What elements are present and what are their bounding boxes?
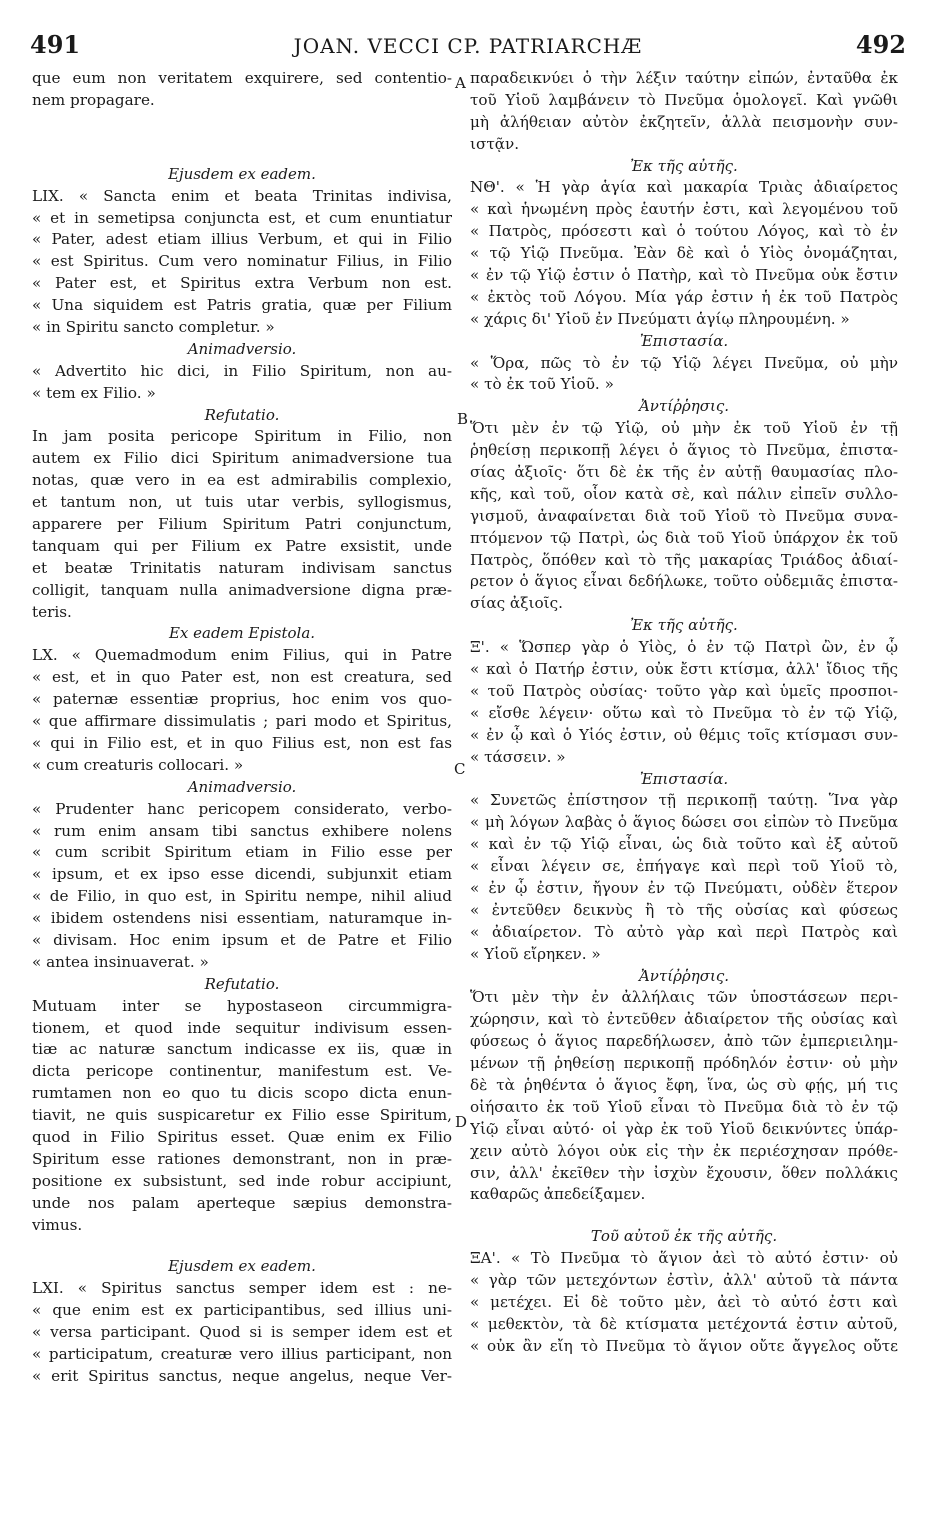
page-header (30, 30, 906, 70)
text-line: « καὶ ἡνωμένη πρὸς ἑαυτήν ἐστι, καὶ λεγομένου τοῦ (470, 200, 898, 219)
text-line: Ὅτι μὲν τὴν ἐν ἀλλήλαις τῶν ὑποστάσεων περι- (470, 988, 898, 1007)
latin-column (32, 68, 452, 1388)
text-line: Ὅτι μὲν ἐν τῷ Υἱῷ, οὐ μὴν ἐκ τοῦ Υἱοῦ ἐν τῇ (470, 419, 898, 438)
section-heading: Ἐκ τῆς αὐτῆς. (630, 156, 738, 175)
text-line: tanquam qui per Filium ex Patre exsistit, unde (32, 536, 452, 555)
text-line: Πατρὸς, ὅπόθεν καὶ τὸ τῆς μακαρίας Τριάδος ἀδιαί- (470, 550, 898, 569)
text-line: dicta pericope continentur, manifestum est. Ve- (32, 1062, 452, 1081)
margin-letter-a: A (455, 74, 466, 92)
text-line: « erit Spiritus sanctus, neque angelus, neque Ver- (32, 1366, 452, 1385)
text-line: « rum enim ansam tibi sanctus exhibere nolens (32, 821, 452, 840)
section-heading: Ejusdem ex eadem. (168, 1257, 316, 1276)
text-line: « μὴ λόγων λαβὰς ὁ ἅγιος δώσει σοι εἰπὼν τὸ Πνεῦμα (470, 813, 898, 832)
text-line: « participatum, creaturæ vero illius participant, non (32, 1344, 452, 1363)
text-line: χώρησιν, καὶ τὸ ἐντεῦθεν ἀδιαίρετον τῆς οὐσίας καὶ (470, 1010, 898, 1029)
text-line: « Πατρὸς, πρόσεστι καὶ ὁ τούτου Λόγος, καὶ τὸ ἐν (470, 222, 898, 241)
text-line: « εἴσθε λέγειν· οὕτω καὶ τὸ Πνεῦμα τὸ ἐν τῷ Υἱῷ, (470, 703, 898, 722)
text-line: vimus. (32, 1215, 83, 1234)
text-line: σιν, ἀλλ' ἐκεῖθεν τὴν ἰσχὺν ἔχουσιν, ὅθεν πολλάκις (470, 1163, 898, 1182)
text-line: πτόμενον τῷ Πατρὶ, ὡς διὰ τοῦ Υἱοῦ ὑπάρχον ἐκ τοῦ (470, 528, 898, 547)
text-line: « que affirmare dissimulatis ; pari modo et Spiritus, (32, 712, 452, 731)
text-line: « paternæ essentiæ proprius, hoc enim vos quo- (32, 690, 452, 709)
text-line: σίας ἀξιοῖς. (470, 594, 563, 613)
text-line: παραδεικνύει ὁ τὴν λέξιν ταύτην εἰπών, ἐνταῦθα ἐκ (470, 69, 898, 87)
text-line: « ἐν τῷ Υἱῷ ἐστιν ὁ Πατὴρ, καὶ τὸ Πνεῦμα οὐκ ἔστιν (470, 266, 898, 285)
text-line: Spiritum esse rationes demonstrant, non in præ- (32, 1149, 452, 1168)
text-line: γισμοῦ, ἀναφαίνεται διὰ τοῦ Υἱοῦ τὸ Πνεῦμα συνα- (470, 506, 898, 525)
margin-letter-b: B (457, 410, 469, 428)
text-line: ῥηθείσῃ περικοπῇ λέγει ὁ ἅγιος τὸ Πνεῦμα, ἐπιστα- (470, 441, 898, 460)
section-heading: Ἀντίῤῥησις. (638, 397, 730, 416)
text-line: « Pater est, et Spiritus extra Verbum non est. (32, 274, 452, 293)
text-line: « Υἱοῦ εἴρηκεν. » (470, 944, 601, 963)
text-line: « Pater, adest etiam illius Verbum, et qui in Filio (32, 230, 452, 249)
text-line: « de Filio, in quo est, in Spiritu nempe, nihil aliud (32, 887, 452, 906)
section-heading: Ἐκ τῆς αὐτῆς. (630, 616, 738, 635)
text-line: rumtamen non eo quo tu dicis scopo dicta enun- (32, 1084, 452, 1103)
text-line: χειν αὐτὸ λόγοι οὐκ εἰς τὴν ἐκ περιέσχησαν πρόθε- (470, 1141, 898, 1160)
section-heading: Ex eadem Epistola. (168, 624, 316, 643)
margin-letter-d: D (455, 1113, 468, 1131)
text-line: « versa participant. Quod si is semper idem est et (32, 1323, 452, 1342)
text-line: « in Spiritu sancto completur. » (32, 318, 275, 337)
text-line: et tantum non, ut tuis utar verbis, syllogismus, (32, 493, 452, 512)
text-line: « Prudenter hanc pericopem considerato, verbo- (32, 799, 452, 818)
section-heading: Animadversio. (187, 777, 297, 796)
text-line: καθαρῶς ἀπεδείξαμεν. (470, 1185, 646, 1204)
text-line: « antea insinuaverat. » (32, 952, 209, 971)
text-line: « ipsum, et ex ipso esse dicendi, subjunxit etiam (32, 865, 452, 884)
text-line: « οὐκ ἂν εἴη τὸ Πνεῦμα τὸ ἅγιον οὔτε ἄγγελος οὔτε (470, 1336, 898, 1355)
text-line: « γὰρ τῶν μετεχόντων ἐστὶν, ἀλλ' αὐτοῦ τὰ πάντα (470, 1271, 898, 1290)
text-line: « est Spiritus. Cum vero nominatur Filius, in Filio (32, 252, 452, 271)
section-heading: Ἐπιστασία. (639, 331, 729, 350)
text-line: LX. « Quemadmodum enim Filius, qui in Patre (32, 646, 452, 665)
section-heading: Refutatio. (204, 405, 280, 424)
text-line: LXI. « Spiritus sanctus semper idem est : ne- (32, 1279, 452, 1298)
text-line: « ἀδιαίρετον. Τὸ αὐτὸ γὰρ καὶ περὶ Πατρὸς καὶ (470, 922, 898, 941)
text-line: « ἐν ᾧ καὶ ὁ Υἱός ἐστιν, οὐ θέμις τοῖς κτίσμασι συν- (470, 725, 898, 744)
text-line: « ἐντεῦθεν δεικνὺς ἢ τὸ τῆς οὐσίας καὶ φύσεως (470, 900, 898, 919)
text-line: notas, quæ vero in ea est admirabilis complexio, (32, 471, 452, 490)
text-line: ρετον ὁ ἅγιος εἶναι δεδήλωκε, τοῦτο οὐδεμιᾶς ἐπιστα- (470, 572, 898, 591)
text-line: φύσεως ὁ ἅγιος παρεδήλωσεν, ἀπὸ τῶν ἐμπεριειλημ- (470, 1032, 898, 1051)
text-line: tiæ ac naturæ sanctum indicasse ex iis, quæ in (32, 1040, 452, 1059)
text-line: « qui in Filio est, et in quo Filius est, non est fas (32, 733, 452, 752)
page-number-left: 491 (30, 30, 81, 59)
section-heading: Ἐπιστασία. (639, 769, 729, 788)
text-line: « que enim est ex participantibus, sed illius uni- (32, 1301, 452, 1320)
text-line: « divisam. Hoc enim ipsum et de Patre et Filio (32, 930, 452, 949)
text-line: unde nos palam aperteque sæpius demonstra- (32, 1193, 452, 1212)
text-line: « est, et in quo Pater est, non est creatura, sed (32, 668, 452, 687)
text-line: positione ex subsistunt, sed inde robur accipiunt, (32, 1171, 452, 1190)
text-line: Υἱῷ εἶναι αὐτό· οἱ γὰρ ἐκ τοῦ Υἱοῦ δεικνύντες ὑπάρ- (470, 1119, 898, 1138)
spacer (32, 1236, 452, 1256)
text-line: « Una siquidem est Patris gratia, quæ per Filium (32, 296, 452, 315)
spacer (470, 1206, 898, 1226)
text-line: ΝΘ'. « Ἡ γὰρ ἁγία καὶ μακαρία Τριὰς ἀδιαίρετος (470, 178, 898, 197)
text-line: « μεθεκτὸν, τὰ δὲ κτίσματα μετέχοντά ἐστιν αὐτοῦ, (470, 1314, 898, 1333)
text-line: « ἐν ᾧ ἐστιν, ἤγουν ἐν τῷ Πνεύματι, οὐδὲν ἕτερον (470, 878, 898, 897)
text-line: ΞΑ'. « Τὸ Πνεῦμα τὸ ἅγιον ἀεὶ τὸ αὐτό ἐστιν· οὐ (470, 1249, 898, 1268)
section-heading: Ejusdem ex eadem. (168, 164, 316, 183)
text-line: « τάσσειν. » (470, 747, 566, 766)
text-line: « tem ex Filio. » (32, 383, 156, 402)
text-line: ιστᾷν. (470, 134, 520, 153)
section-heading: Τοῦ αὐτοῦ ἐκ τῆς αὐτῆς. (590, 1227, 778, 1246)
section-heading: Animadversio. (187, 339, 297, 358)
text-line: μένων τῇ ῥηθείσῃ περικοπῇ πρόδηλόν ἐστιν· οὐ μὴν (470, 1054, 898, 1073)
text-line: σίας ἀξιοῖς· ὅτι δὲ ἐκ τῆς ἐν αὐτῇ θαυμασίας πλο- (470, 463, 898, 482)
text-line: apparere per Filium Spiritum Patri conjunctum, (32, 515, 452, 534)
text-line: In jam posita pericope Spiritum in Filio, non (32, 427, 452, 446)
text-line: colligit, tanquam nulla animadversione digna præ- (32, 580, 452, 599)
text-line: que eum non veritatem exquirere, sed contentio- (32, 69, 452, 87)
greek-column (470, 68, 898, 1358)
margin-letter-c: C (454, 760, 466, 778)
page-number-right: 492 (855, 30, 906, 59)
text-line: οἰήσαιτο ἐκ τοῦ Υἱοῦ εἶναι τὸ Πνεῦμα διὰ τὸ ἐν τῷ (470, 1097, 898, 1116)
text-line: Mutuam inter se hypostaseon circummigra- (32, 996, 452, 1015)
text-line: κῆς, καὶ τοῦ, οἷον κατὰ σὲ, καὶ πάλιν εἰπεῖν συλλο- (470, 484, 898, 503)
text-line: « Ὅρα, πῶς τὸ ἐν τῷ Υἱῷ λέγει Πνεῦμα, οὐ μὴν (470, 353, 898, 372)
text-line: « ibidem ostendens nisi essentiam, naturamque in- (32, 909, 452, 928)
spacer (32, 144, 452, 164)
text-line: « καὶ ὁ Πατήρ ἐστιν, οὐκ ἔστι κτίσμα, ἀλλ' ἴδιος τῆς (470, 660, 898, 679)
text-line: « ἐκτὸς τοῦ Λόγου. Μία γάρ ἐστιν ἡ ἐκ τοῦ Πατρὸς (470, 287, 898, 306)
text-line: δὲ τὰ ῥηθέντα ὁ ἅγιος ἔφη, ἵνα, ὡς σὺ φῄς, μή τις (470, 1075, 898, 1094)
text-line: « μετέχει. Εἰ δὲ τοῦτο μὲν, ἀεὶ τὸ αὐτό ἐστι καὶ (470, 1292, 898, 1311)
text-line: « τῷ Υἱῷ Πνεῦμα. Ἐὰν δὲ καὶ ὁ Υἱὸς ὀνομάζηται, (470, 244, 898, 263)
text-line: tionem, et quod inde sequitur indivisum essen- (32, 1018, 452, 1037)
text-line: Ξ'. « Ὥσπερ γὰρ ὁ Υἱὸς, ὁ ἐν τῷ Πατρὶ ὢν, ἐν ᾧ (470, 638, 898, 657)
text-line: τοῦ Υἱοῦ λαμβάνειν τὸ Πνεῦμα ὁμολογεῖ. Καὶ γνῶθι (470, 90, 898, 109)
spacer (32, 112, 452, 144)
text-line: μὴ ἀλήθειαν αὐτὸν ἐκζητεῖν, ἀλλὰ πεισμονὴν συν- (470, 112, 898, 131)
section-heading: Refutatio. (204, 974, 280, 993)
text-line: « cum creaturis collocari. » (32, 755, 244, 774)
text-line: LIX. « Sancta enim et beata Trinitas indivisa, (32, 186, 452, 205)
text-line: autem ex Filio dici Spiritum animadversione tua (32, 449, 452, 468)
text-line: nem propagare. (32, 90, 155, 109)
text-line: « τὸ ἐκ τοῦ Υἱοῦ. » (470, 375, 614, 394)
text-line: et beatæ Trinitatis naturam indivisam sanctus (32, 558, 452, 577)
text-line: « τοῦ Πατρὸς οὐσίας· τοῦτο γὰρ καὶ ὑμεῖς προσποι- (470, 681, 898, 700)
running-title: JOAN. VECCI CP. PATRIARCHÆ (293, 34, 643, 58)
text-line: « Advertito hic dici, in Filio Spiritum, non au- (32, 361, 452, 380)
text-line: « et in semetipsa conjuncta est, et cum enuntiatur (32, 208, 452, 227)
text-line: tiavit, ne quis suspicaretur ex Filio esse Spiritum, (32, 1106, 452, 1125)
text-line: « Συνετῶς ἐπίστησον τῇ περικοπῇ ταύτῃ. Ἵνα γὰρ (470, 791, 898, 810)
text-line: « χάρις δι' Υἱοῦ ἐν Πνεύματι ἁγίῳ πληρουμένη. » (470, 309, 850, 328)
text-line: « εἶναι λέγειν σε, ἐπήγαγε καὶ περὶ τοῦ Υἱοῦ τὸ, (470, 857, 898, 876)
text-line: « καὶ ἐν τῷ Υἱῷ εἶναι, ὡς διὰ τοῦτο καὶ ἐξ αὐτοῦ (470, 835, 898, 854)
text-line: quod in Filio Spiritus esset. Quæ enim ex Filio (32, 1127, 452, 1146)
text-line: « cum scribit Spiritum etiam in Filio esse per (32, 843, 452, 862)
section-heading: Ἀντίῤῥησις. (638, 966, 730, 985)
text-line: teris. (32, 602, 72, 621)
